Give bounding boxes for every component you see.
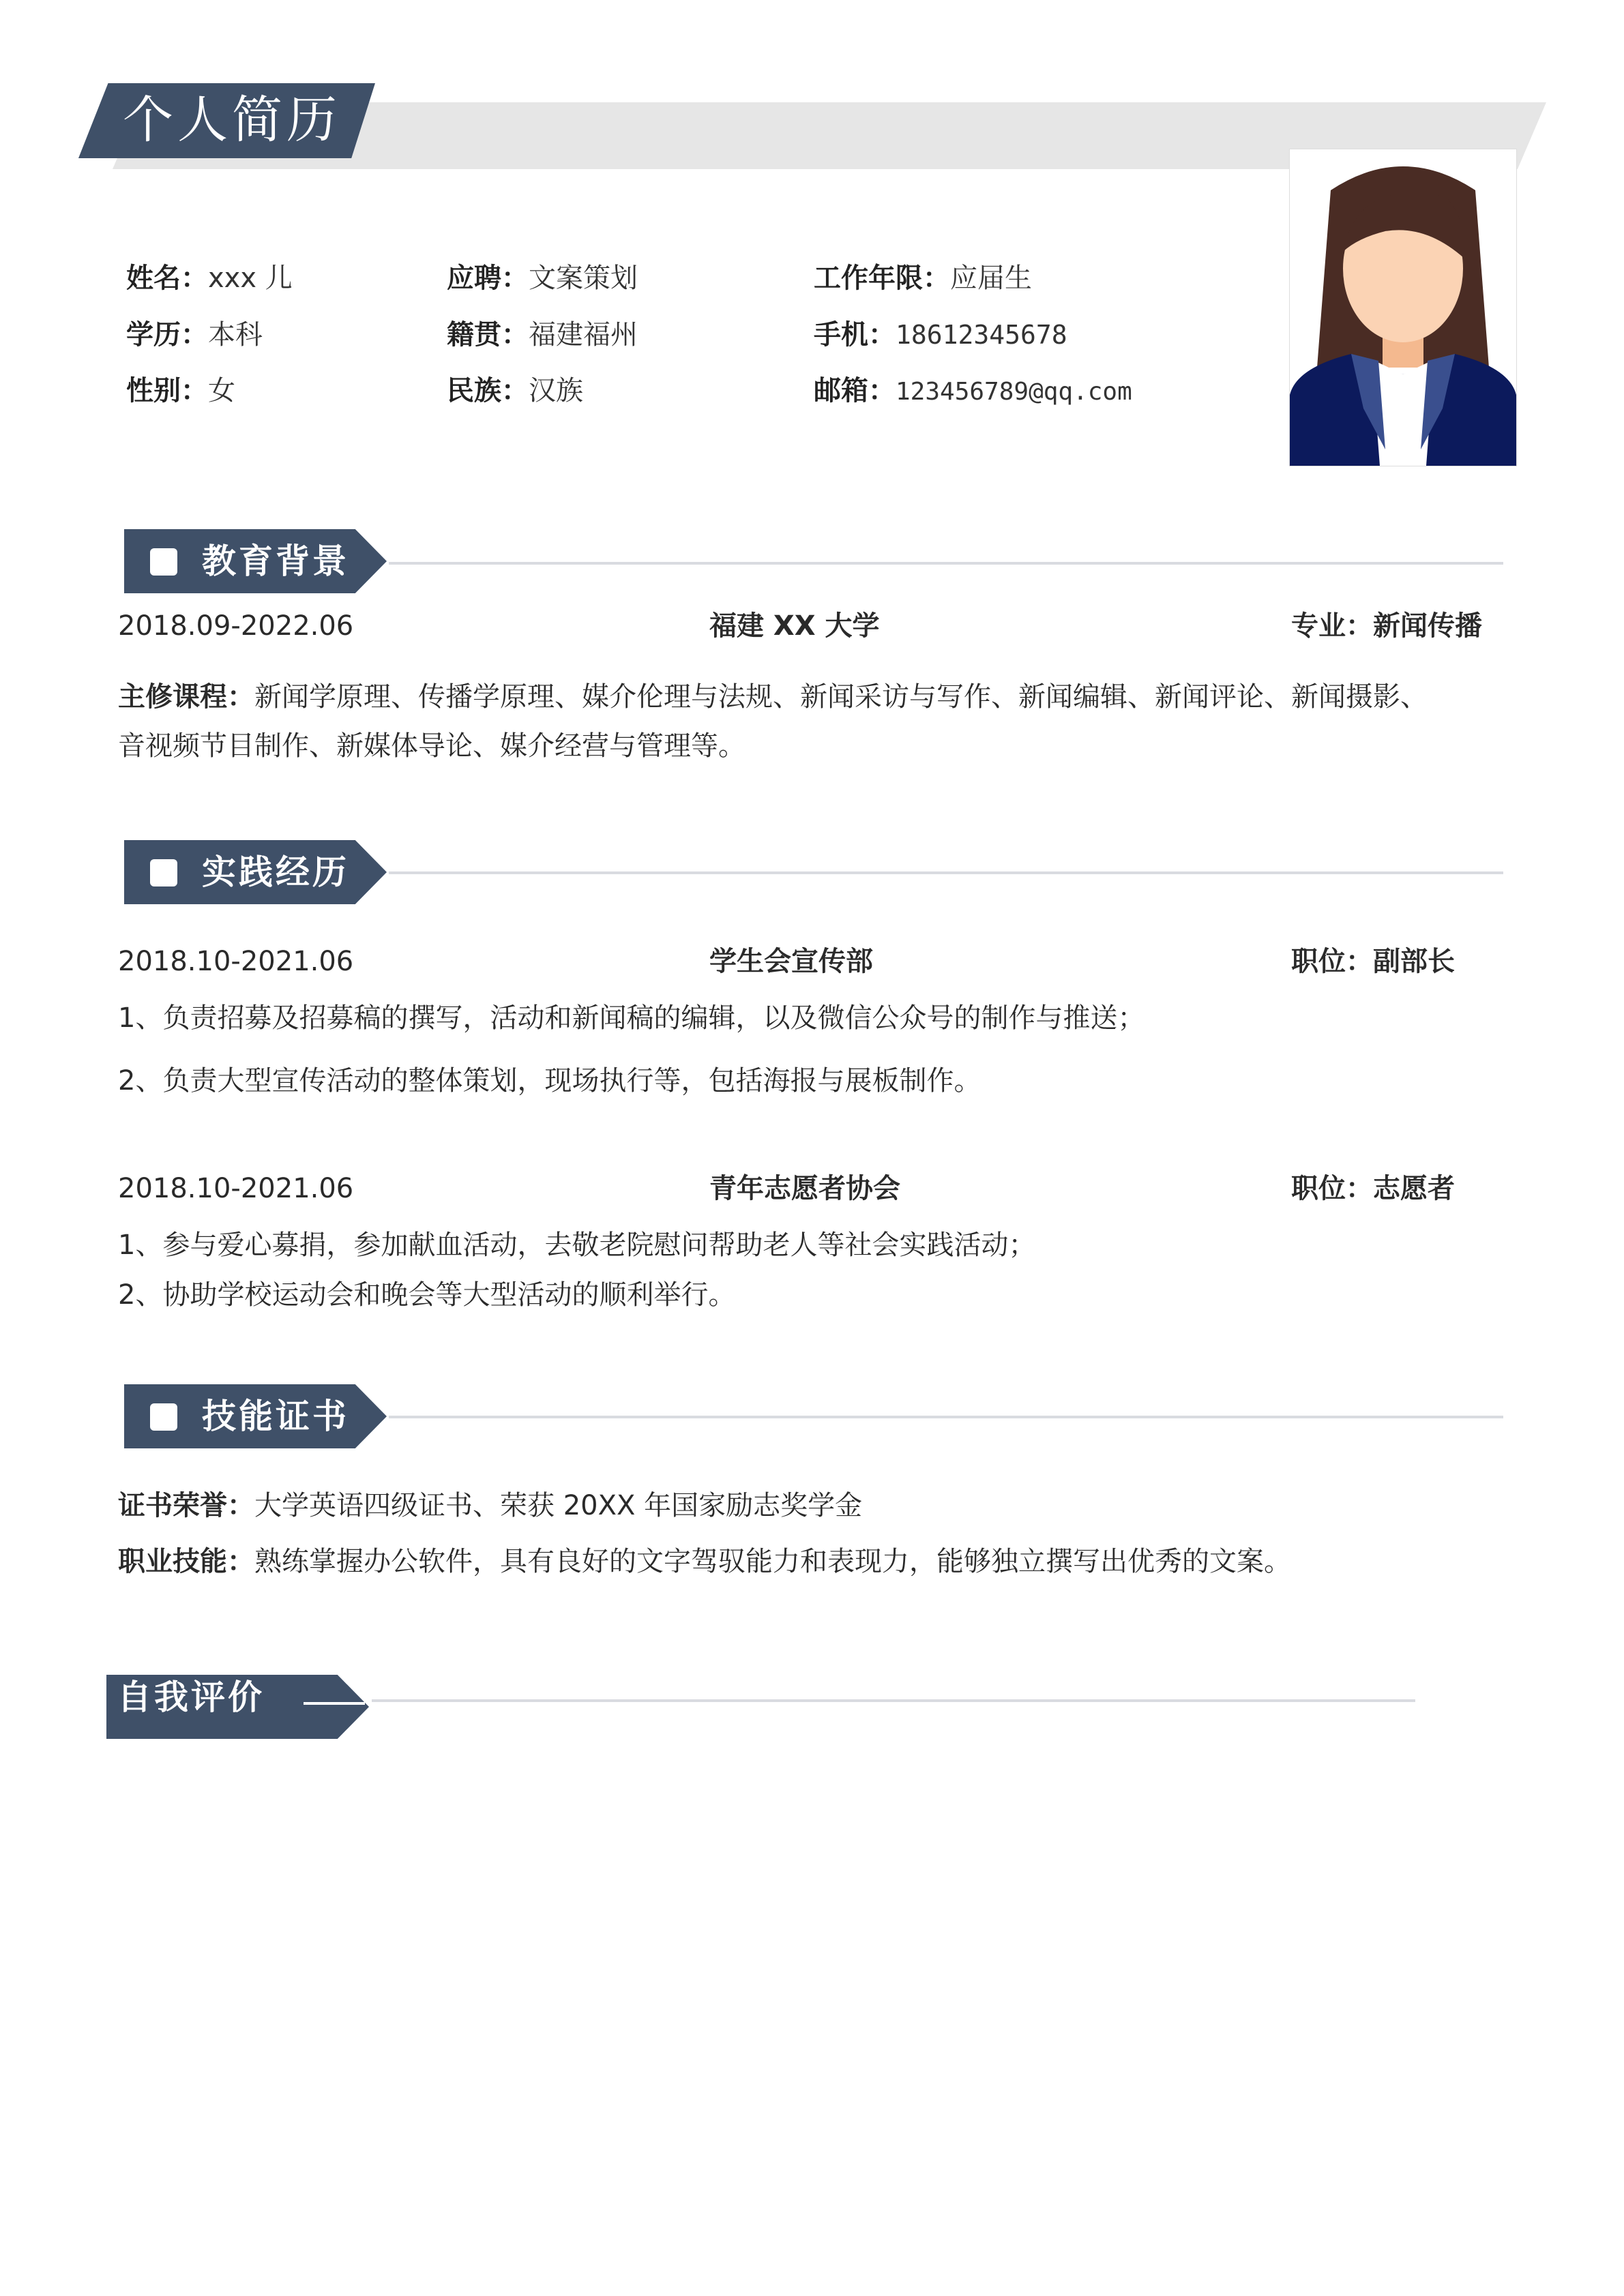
practice-org: 学生会宣传部 — [709, 946, 873, 977]
section-divider — [389, 1416, 1503, 1418]
edit-icon — [150, 1403, 177, 1431]
skills-professional: 职业技能：熟练掌握办公软件，具有良好的文字驾驭能力和表现力，能够独立撰写出优秀的文案。 — [118, 1546, 1291, 1577]
info-name: 姓名：xxx 儿 — [126, 263, 293, 294]
info-phone: 手机：18612345678 — [814, 319, 1067, 351]
practice-org: 青年志愿者协会 — [709, 1173, 900, 1204]
section-title-practice: 实践经历 — [202, 852, 349, 892]
practice-detail: 1、参与爱心募捐，参加献血活动，去敬老院慰问帮助老人等社会实践活动； — [118, 1229, 1036, 1261]
education-major: 专业：新闻传播 — [1291, 610, 1482, 642]
info-years: 工作年限：应届生 — [814, 263, 1032, 294]
checklist-icon — [150, 548, 177, 576]
page-title: 个人简历 — [123, 91, 341, 149]
title-dash — [304, 1702, 365, 1705]
education-school: 福建 XX 大学 — [709, 610, 880, 642]
section-divider — [372, 1699, 1415, 1702]
practice-detail: 2、负责大型宣传活动的整体策划，现场执行等，包括海报与展板制作。 — [118, 1065, 981, 1097]
practice-role: 职位：副部长 — [1291, 946, 1455, 977]
section-title-education: 教育背景 — [202, 541, 349, 581]
practice-date: 2018.10-2021.06 — [118, 1173, 354, 1204]
education-date: 2018.09-2022.06 — [118, 610, 354, 642]
education-courses: 主修课程：新闻学原理、传播学原理、媒介伦理与法规、新闻采访与写作、新闻编辑、新闻评论、新闻摄影、 — [118, 681, 1428, 713]
info-apply: 应聘：文案策划 — [447, 263, 638, 294]
section-divider — [389, 562, 1503, 565]
info-email: 邮箱：123456789@qq.com — [814, 375, 1132, 406]
practice-date: 2018.10-2021.06 — [118, 946, 354, 977]
education-courses-cont: 音视频节目制作、新媒体导论、媒介经营与管理等。 — [118, 730, 745, 762]
briefcase-icon — [150, 859, 177, 886]
info-ethnic: 民族：汉族 — [447, 375, 583, 406]
skills-certificates: 证书荣誉：大学英语四级证书、荣获 20XX 年国家励志奖学金 — [118, 1490, 863, 1521]
info-origin: 籍贯：福建福州 — [447, 319, 638, 351]
section-title-self-eval: 自我评价 — [117, 1678, 265, 1717]
info-education: 学历：本科 — [126, 319, 263, 351]
avatar — [1289, 149, 1517, 466]
section-title-skills: 技能证书 — [202, 1397, 349, 1436]
section-divider — [389, 871, 1503, 874]
practice-role: 职位：志愿者 — [1291, 1173, 1455, 1204]
practice-detail: 1、负责招募及招募稿的撰写，活动和新闻稿的编辑，以及微信公众号的制作与推送； — [118, 1002, 1145, 1034]
info-gender: 性别：女 — [126, 375, 235, 406]
practice-detail: 2、协助学校运动会和晚会等大型活动的顺利举行。 — [118, 1279, 736, 1311]
